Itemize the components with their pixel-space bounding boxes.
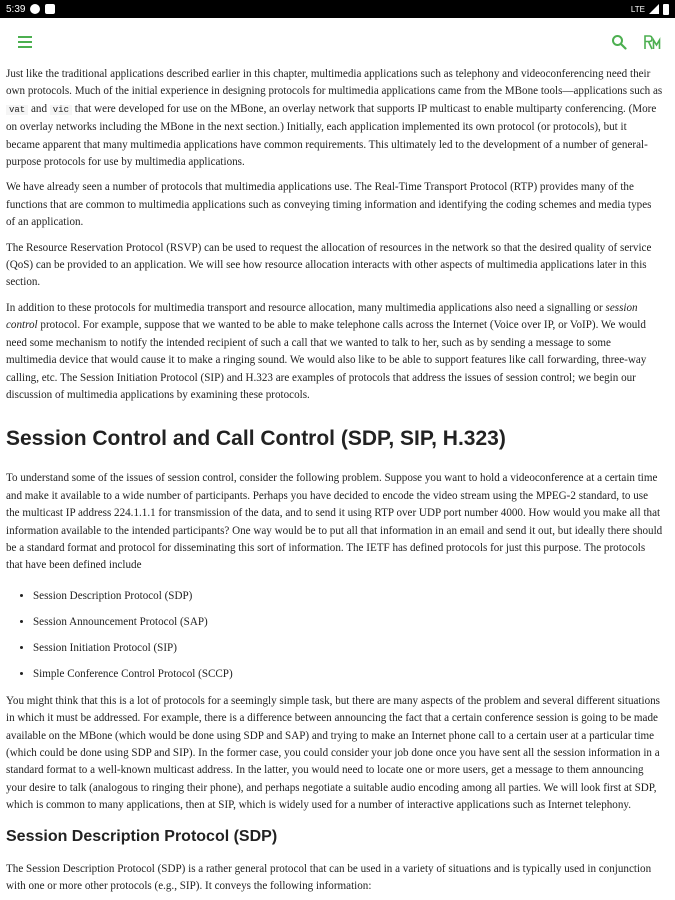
status-time: 5:39 <box>6 3 26 15</box>
battery-icon <box>663 4 669 15</box>
paragraph-problem: To understand some of the issues of session control, consider the following problem. Suppose you want to hold a videoconference at a certain time and make it available to a wide number of participants. Perhaps you have decided to encode the video stream using the MPEG-2 standard, to use the multicast IP address 224.1.1.1 for transmission of the data, and to send it using RTP over UDP port number 4000. How would you make all that information available to the intended participants? One way would be to put all that information in an email and send it out, but ideally there should be a standard format and protocol for disseminating this sort of information. The IETF has defined protocols for just this purpose. The protocols that have been defined include <box>6 472 663 572</box>
list-item: • Session Description Protocol (SDP) <box>33 583 663 609</box>
sd-card-icon <box>45 4 55 14</box>
protocol-list <box>6 583 663 687</box>
paragraph-rtp: We have already seen a number of protocols that multimedia applications use. The Real-Time Transport Protocol (RTP) provides many of the functions that are common to multimedia applications such as conveying timing information and identifying the coding schemes and media types of an application. <box>6 181 652 229</box>
hamburger-menu-icon[interactable] <box>18 36 32 48</box>
list-item: • Simple Conference Control Protocol (SCCP) <box>33 661 663 687</box>
paragraph-rsvp: The Resource Reservation Protocol (RSVP) can be used to request the allocation of resources in the network so that the desired quality of service (QoS) can be provided to an application. We will see how resource allocation interacts with other aspects of multimedia applications later in this section. <box>6 241 652 289</box>
list-item: • Session Initiation Protocol (SIP) <box>33 635 663 661</box>
signal-icon <box>649 4 659 14</box>
section-heading: Session Control and Call Control (SDP, SIP, H.323) <box>6 427 506 451</box>
search-icon[interactable] <box>611 34 627 50</box>
paragraph-intro: Just like the traditional applications described earlier in this chapter, multimedia applications such as telephony and videoconferencing need their own protocols. Much of the initial experience in designing protocols for multimedia applications came from the MBone tools—applications such as vat and vic that were developed for use on the MBone, an overlay network that supports IP multicast to enable multiparty conferencing. (More on overlay networks including the MBone in the next section.) Initially, each application implemented its own protocol (or protocols), but it became apparent that many multimedia applications have common requirements. This ultimately led to the development of a number of general-purpose protocols for use by multimedia applications. <box>6 68 663 169</box>
network-type: LTE <box>630 4 645 14</box>
paragraph-sdp: The Session Description Protocol (SDP) is a rather general protocol that can be used in a variety of situations and is typically used in conjunction with one or more other protocols (e.g., SIP). It conveys the following information: <box>6 862 652 892</box>
app-bar <box>0 18 675 66</box>
emphasis-session-control: session control <box>6 301 638 332</box>
reader-mode-icon[interactable] <box>643 33 661 51</box>
code-vic: vic <box>50 105 72 115</box>
paragraph-aspects: You might think that this is a lot of protocols for a seemingly simple task, but there are many aspects of the problem and several different situations in which it must be addressed. For example, there is a difference between announcing the fact that a certain conference session is going to be made available on the MBone (which would be done using SDP and SAP) and trying to make an Internet phone call to a certain user at a particular time (which could be done using SDP and SIP). In the former case, you could consider your job done once you have sent all the session information in a standard format to a well-known multicast address. In the latter, you would need to locate one or more users, get a message to them announcing your desire to talk (analogous to ringing their phone), and perhaps negotiate a suitable audio encoding among all parties. We will look first at SDP, which is common to many applications, then at SIP, which is widely used for a number of interactive applications such as Internet telephony. <box>6 694 660 812</box>
list-item: • Session Announcement Protocol (SAP) <box>33 609 663 635</box>
status-bar <box>0 0 675 18</box>
notification-icon <box>30 4 40 14</box>
paragraph-session-control: In addition to these protocols for multimedia transport and resource allocation, many multimedia applications also need a signalling or session control protocol. For example, suppose that we wanted to be able to make telephone calls across the Internet (Voice over IP, or VoIP). We would need some mechanism to notify the intended recipient of such a call that we wanted to talk to her, such as by sending a message to some multimedia device that would cause it to make a ringing sound. We would also like to be able to support features like call forwarding, three-way calling, etc. The Session Initiation Protocol (SIP) and H.323 are examples of protocols that address the issues of session control; we begin our discussion of multimedia applications by examining these protocols. <box>6 301 647 401</box>
subsection-heading: Session Description Protocol (SDP) <box>6 827 278 845</box>
code-vat: vat <box>6 105 28 115</box>
article-content <box>0 66 675 895</box>
